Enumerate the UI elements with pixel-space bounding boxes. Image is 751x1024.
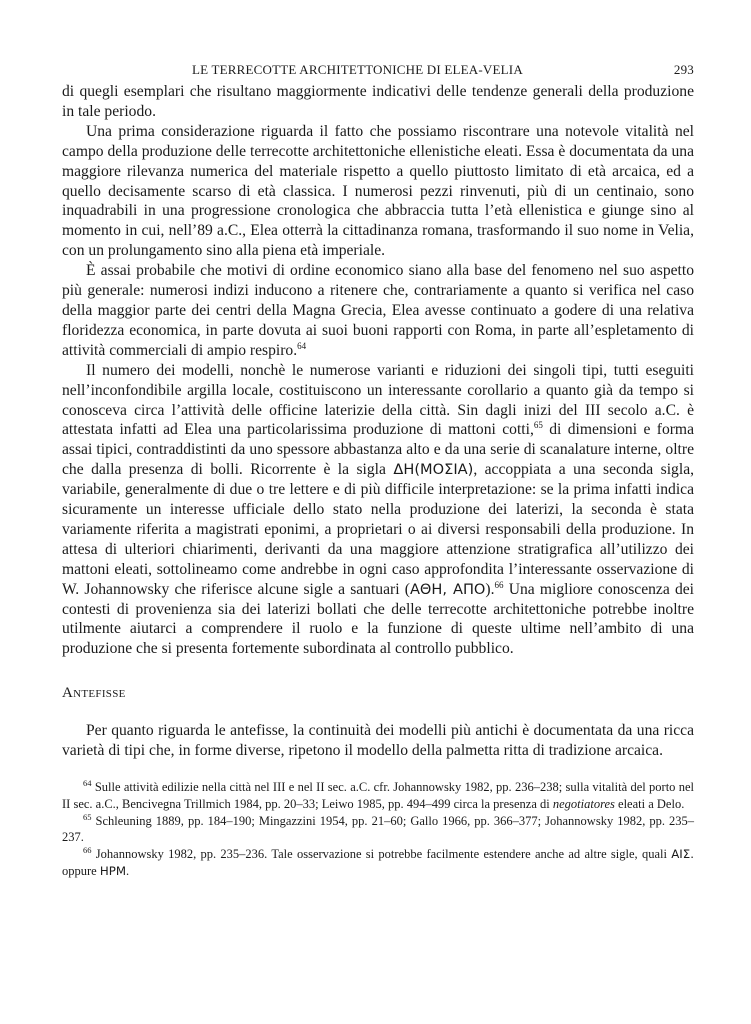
- footnote-66-text-c: .: [126, 864, 130, 879]
- footnote-65: [62, 813, 694, 847]
- section-paragraph: Per quanto riguarda le antefisse, la continuità dei modelli più antichi è documentata da una ricca varietà di tipi che, in forme diverse, ripetono il modello della palmetta ritta di tradizione arcaica.: [62, 722, 694, 760]
- body-text: [62, 82, 694, 659]
- paragraph-3-text: È assai probabile che motivi di ordine economico siano alla base del fenomeno nel suo aspetto più generale: numerosi indizi inducono a ritenere che, contrariamente a quanto si verifica nel caso della maggior parte dei centri della Magna Grecia, Elea avesse continuato a godere di una relativa floridezza economica, in parte dovuta ai suoi buoni rapporti con Roma, in parte all’espletamento di attività commerciali di ampio respiro.: [62, 262, 694, 359]
- section-body: [62, 721, 694, 761]
- footnote-number: 65: [83, 811, 92, 822]
- paragraph-4-text-b: di dimensioni e forma assai tipici, contraddistinti da uno spessore abbastanza alto e da una serie di scanalature interne, oltre che dalla presenza di bolli. Ricorrente è la sigla: [62, 421, 694, 479]
- footnote-66: [62, 846, 694, 880]
- page: [62, 58, 694, 880]
- footnote-66-greek-a: ΑΙΣ.: [671, 847, 694, 862]
- footnote-64-italic: negotiatores: [552, 796, 615, 811]
- paragraph-3: [62, 261, 694, 361]
- paragraph-4-text-d: ).: [485, 580, 495, 598]
- page-number: 293: [673, 62, 694, 77]
- running-title: LE TERRECOTTE ARCHITETTONICHE DI ELEA-VELIA: [192, 62, 523, 77]
- paragraph-4-text-a: Il numero dei modelli, nonchè le numerose varianti e riduzioni dei singoli tipi, tutti eseguiti nell’inconfondibile argilla locale, costituiscono un interessante corollario a quanto già da tempo si conosceva circa l’attività delle officine laterizie della città. Sin dagli inizi del III secolo a.C. è attestata infatti ad Elea una particolarissima produzione di mattoni cotti,: [62, 361, 694, 439]
- footnote-66-greek-b: ΗΡΜ: [99, 864, 127, 879]
- running-head: [62, 58, 694, 82]
- greek-stamp-demosia: ΔΗ(ΜΟΣΙΑ): [393, 461, 474, 479]
- section-heading: Antefisse: [62, 685, 126, 702]
- footnote-66-text-a: Johannowsky 1982, pp. 235–236. Tale osservazione si potrebbe facilmente estendere anche ad altre sigle, quali: [95, 847, 672, 862]
- footnote-64-text-b: eleati a Delo.: [614, 796, 685, 811]
- footnote-ref-65[interactable]: 65: [533, 420, 543, 431]
- greek-stamp-sanctuaries: ΑΘΗ, ΑΠΟ: [409, 580, 486, 598]
- paragraph-4-text-c: , accoppiata a una seconda sigla, variabile, generalmente di due o tre lettere e di più difficile interpretazione: se la prima infatti indica sicuramente un interesse ufficiale dello stato nella produzione dei laterizi, la seconda è stata variamente riferita a magistrati eponimi, a proprietari o ai diversi responsabili della produzione. In attesa di ulteriori chiarimenti, derivanti da una maggiore attenzione stratigrafica all’utilizzo dei mattoni eleati, sottolineamo come andrebbe in ogni caso approfondita l’interessante osservazione di W. Johannowsky che riferisce alcune sigle a santuari (: [62, 461, 695, 598]
- footnote-64-text-a: Sulle attività edilizie nella città nel III e nel II sec. a.C. cfr. Johannowsky 1982, pp. 236–238; sulla vitalità del porto nel II sec. a.C., Bencivegna Trillmich 1984, pp. 20–33; Leiwo 1985, pp. 494–499 circa la presenza di: [62, 780, 694, 811]
- footnote-number: 64: [83, 777, 92, 788]
- footnote-number: 66: [83, 845, 92, 856]
- footnote-65-text: Schleuning 1889, pp. 184–190; Mingazzini 1954, pp. 21–60; Gallo 1966, pp. 366–377; Johannowsky 1982, pp. 235–237.: [62, 813, 695, 845]
- footnote-66-text-b: oppure: [62, 864, 100, 879]
- paragraph-2: Una prima considerazione riguarda il fatto che possiamo riscontrare una notevole vitalità nel campo della produzione delle terrecotte architettoniche ellenistiche eleati. Essa è documentata da una maggiore rilevanza numerica del materiale rispetto a quello piuttosto limitato di età arcaica, ed a quello decisamente scarso di età classica. I numerosi pezzi rinvenuti, più di un centinaio, sono inquadrabili in una progressione cronologica che abbraccia tutta l’età ellenistica e giunge sino al momento in cui, nell’89 a.C., Elea otterrà la cittadinanza romana, trasformando il suo nome in Velia, con un prolungamento sino alla piena età imperiale.: [62, 122, 694, 260]
- footnote-64: [62, 779, 694, 813]
- footnotes: [62, 779, 694, 880]
- footnote-ref-64[interactable]: 64: [297, 340, 307, 351]
- paragraph-4: [62, 361, 694, 660]
- paragraph-4-text-e: Una migliore conoscenza dei contesti di provenienza sia dei laterizi bollati che delle terrecotte architettoniche potrebbe inoltre utilmente aiutarci a comprendere il ruolo e la funzione di queste ultime nell’ambito di una produzione che si presenta fortemente subordinata al controllo pubblico.: [62, 580, 695, 658]
- footnote-ref-66[interactable]: 66: [494, 579, 504, 590]
- paragraph-1: di quegli esemplari che risultano maggiormente indicativi delle tendenze generali della produzione in tale periodo.: [62, 83, 694, 120]
